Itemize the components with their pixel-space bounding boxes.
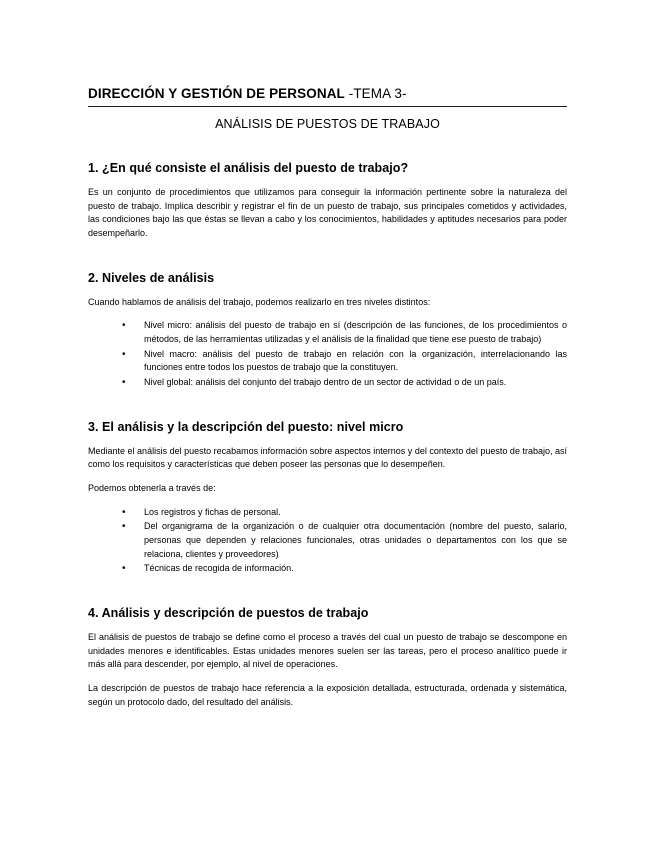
- document-header: [88, 86, 567, 107]
- section-heading-2: 2. Niveles de análisis: [88, 270, 215, 285]
- section-4-paragraph-1: El análisis de puestos de trabajo se define como el proceso a través del cual un puesto de trabajo se descompone en unidades menores e identificables. Estas unidades menores suelen ser las tareas, pero el proceso analítico puede ir más allá para descender, por ejemplo, al nivel de operaciones.: [88, 631, 567, 670]
- section-heading-1: 1. ¿En qué consiste el análisis del puesto de trabajo?: [88, 160, 409, 175]
- list-item: • Nivel micro: análisis del puesto de trabajo en sí (descripción de las funciones, de los procedimientos o métodos, de las herramientas utilizadas y el análisis de la finalidad que tiene ese puesto de trabajo): [122, 319, 567, 346]
- list-item: • Los registros y fichas de personal.: [122, 506, 567, 520]
- document-title: [88, 86, 567, 103]
- section-heading-4: 4. Análisis y descripción de puestos de trabajo: [88, 605, 369, 620]
- document-title-light: -TEMA 3-: [344, 86, 407, 101]
- list-item: • Nivel macro: análisis del puesto de trabajo en relación con la organización, interrelacionando las funciones entre todos los puestos de trabajo que la constituyen.: [122, 348, 567, 375]
- section-3-paragraph-1: Mediante el análisis del puesto recabamos información sobre aspectos internos y del contexto del puesto de trabajo, así como los requisitos y características que deben poseer las personas que lo desempeñen.: [88, 445, 567, 470]
- document-title-bold: DIRECCIÓN Y GESTIÓN DE PERSONAL: [88, 86, 345, 101]
- section-heading-3: 3. El análisis y la descripción del puesto: nivel micro: [88, 419, 404, 434]
- section-3-bullet-list: [88, 506, 567, 576]
- document-subtitle: ANÁLISIS DE PUESTOS DE TRABAJO: [215, 116, 440, 131]
- section-4-paragraph-2: La descripción de puestos de trabajo hace referencia a la exposición detallada, estructurada, ordenada y sistemática, según un protocolo dado, del resultado del análisis.: [88, 682, 567, 707]
- list-item: • Nivel global: análisis del conjunto del trabajo dentro de un sector de actividad o de un país.: [122, 376, 567, 390]
- list-item: • Del organigrama de la organización o de cualquier otra documentación (nombre del puesto, salario, personas que dependen y relaciones funcionales, otras unidades o departamentos con los que se relaciona, clientes y proveedores): [122, 520, 567, 561]
- section-1-paragraph-1: Es un conjunto de procedimientos que utilizamos para conseguir la información pertinente sobre la naturaleza del puesto de trabajo. Implica describir y registrar el fin de un puesto de trabajo, sus principales cometidos y actividades, las condiciones bajo las que éstas se llevan a cabo y los conocimientos, habilidades y aptitudes necesarios para poder desempeñarlo.: [88, 186, 567, 238]
- list-item: • Técnicas de recogida de información.: [122, 562, 567, 576]
- section-2-paragraph-1: Cuando hablamos de análisis del trabajo, podemos realizarlo en tres niveles distintos:: [88, 296, 431, 307]
- section-2-bullet-list: [88, 319, 567, 389]
- section-3-paragraph-2: Podemos obtenerla a través de:: [88, 482, 216, 493]
